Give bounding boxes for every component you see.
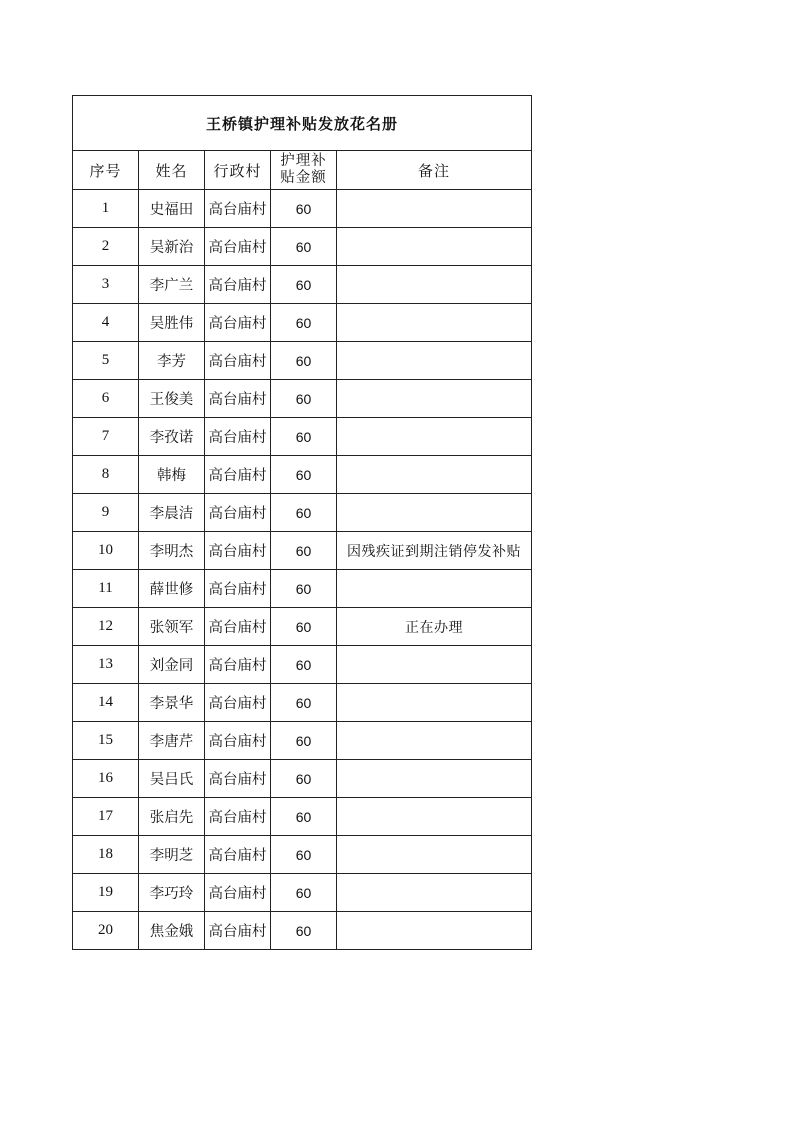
cell-village: 高台庙村 (205, 190, 271, 228)
cell-amount: 60 (271, 912, 337, 950)
cell-name: 刘金同 (139, 646, 205, 684)
cell-index: 20 (73, 912, 139, 950)
table-row (73, 494, 532, 532)
cell-amount: 60 (271, 798, 337, 836)
table-body (73, 190, 532, 950)
cell-index: 18 (73, 836, 139, 874)
cell-village: 高台庙村 (205, 570, 271, 608)
cell-name: 李巧玲 (139, 874, 205, 912)
cell-note (337, 418, 532, 456)
cell-village: 高台庙村 (205, 304, 271, 342)
cell-name: 薛世修 (139, 570, 205, 608)
cell-amount: 60 (271, 608, 337, 646)
cell-village: 高台庙村 (205, 874, 271, 912)
cell-village: 高台庙村 (205, 646, 271, 684)
cell-index: 2 (73, 228, 139, 266)
cell-index: 19 (73, 874, 139, 912)
cell-amount: 60 (271, 570, 337, 608)
cell-index: 9 (73, 494, 139, 532)
cell-name: 李广兰 (139, 266, 205, 304)
table-row (73, 342, 532, 380)
cell-index: 12 (73, 608, 139, 646)
cell-name: 韩梅 (139, 456, 205, 494)
cell-amount: 60 (271, 532, 337, 570)
cell-note (337, 684, 532, 722)
cell-note (337, 798, 532, 836)
header-amount-line1: 护理补 (280, 153, 327, 169)
header-amount-line2: 贴金额 (280, 170, 327, 186)
roster-table (72, 95, 532, 950)
cell-name: 史福田 (139, 190, 205, 228)
cell-note (337, 912, 532, 950)
header-row (73, 151, 532, 190)
cell-amount: 60 (271, 228, 337, 266)
cell-name: 王俊美 (139, 380, 205, 418)
table-row (73, 456, 532, 494)
header-name: 姓名 (139, 151, 205, 190)
cell-name: 李晨洁 (139, 494, 205, 532)
cell-amount: 60 (271, 494, 337, 532)
cell-index: 5 (73, 342, 139, 380)
cell-note (337, 380, 532, 418)
cell-amount: 60 (271, 304, 337, 342)
table-row (73, 912, 532, 950)
cell-village: 高台庙村 (205, 836, 271, 874)
header-index: 序号 (73, 151, 139, 190)
cell-amount: 60 (271, 266, 337, 304)
cell-index: 10 (73, 532, 139, 570)
cell-amount: 60 (271, 684, 337, 722)
cell-index: 15 (73, 722, 139, 760)
header-note: 备注 (337, 151, 532, 190)
cell-index: 11 (73, 570, 139, 608)
cell-index: 7 (73, 418, 139, 456)
cell-index: 3 (73, 266, 139, 304)
cell-amount: 60 (271, 456, 337, 494)
cell-index: 16 (73, 760, 139, 798)
header-amount (271, 151, 337, 190)
cell-village: 高台庙村 (205, 456, 271, 494)
cell-amount: 60 (271, 380, 337, 418)
cell-name: 吴胜伟 (139, 304, 205, 342)
cell-amount: 60 (271, 836, 337, 874)
cell-village: 高台庙村 (205, 494, 271, 532)
table-row (73, 684, 532, 722)
cell-note (337, 646, 532, 684)
cell-name: 李明芝 (139, 836, 205, 874)
cell-index: 14 (73, 684, 139, 722)
cell-village: 高台庙村 (205, 798, 271, 836)
cell-name: 李景华 (139, 684, 205, 722)
cell-village: 高台庙村 (205, 342, 271, 380)
table-row (73, 646, 532, 684)
table-row (73, 228, 532, 266)
cell-amount: 60 (271, 760, 337, 798)
cell-note (337, 874, 532, 912)
table-row (73, 722, 532, 760)
cell-note: 正在办理 (337, 608, 532, 646)
cell-note (337, 570, 532, 608)
cell-village: 高台庙村 (205, 722, 271, 760)
cell-note (337, 266, 532, 304)
table-row (73, 874, 532, 912)
cell-index: 1 (73, 190, 139, 228)
cell-amount: 60 (271, 190, 337, 228)
cell-amount: 60 (271, 646, 337, 684)
header-village: 行政村 (205, 151, 271, 190)
cell-amount: 60 (271, 342, 337, 380)
cell-name: 李明杰 (139, 532, 205, 570)
cell-name: 李孜诺 (139, 418, 205, 456)
table-row (73, 760, 532, 798)
cell-note (337, 456, 532, 494)
cell-name: 李唐芹 (139, 722, 205, 760)
cell-name: 吴新治 (139, 228, 205, 266)
cell-amount: 60 (271, 722, 337, 760)
cell-village: 高台庙村 (205, 760, 271, 798)
table-row (73, 532, 532, 570)
cell-note (337, 760, 532, 798)
cell-note (337, 836, 532, 874)
cell-note: 因残疾证到期注销停发补贴 (337, 532, 532, 570)
cell-note (337, 228, 532, 266)
cell-index: 4 (73, 304, 139, 342)
cell-note (337, 304, 532, 342)
cell-name: 李芳 (139, 342, 205, 380)
table-row (73, 418, 532, 456)
table-row (73, 570, 532, 608)
cell-name: 焦金娥 (139, 912, 205, 950)
table-row (73, 608, 532, 646)
cell-village: 高台庙村 (205, 266, 271, 304)
cell-village: 高台庙村 (205, 418, 271, 456)
cell-name: 吴吕氏 (139, 760, 205, 798)
cell-village: 高台庙村 (205, 532, 271, 570)
cell-index: 13 (73, 646, 139, 684)
cell-note (337, 494, 532, 532)
title-row (73, 96, 532, 151)
cell-name: 张启先 (139, 798, 205, 836)
cell-amount: 60 (271, 874, 337, 912)
cell-index: 8 (73, 456, 139, 494)
cell-index: 6 (73, 380, 139, 418)
table-row (73, 798, 532, 836)
cell-note (337, 190, 532, 228)
table-title: 王桥镇护理补贴发放花名册 (73, 96, 532, 151)
cell-village: 高台庙村 (205, 684, 271, 722)
cell-village: 高台庙村 (205, 912, 271, 950)
cell-amount: 60 (271, 418, 337, 456)
cell-name: 张领军 (139, 608, 205, 646)
cell-note (337, 342, 532, 380)
table-row (73, 266, 532, 304)
table-row (73, 304, 532, 342)
cell-village: 高台庙村 (205, 380, 271, 418)
cell-index: 17 (73, 798, 139, 836)
table-row (73, 190, 532, 228)
cell-village: 高台庙村 (205, 228, 271, 266)
table-row (73, 836, 532, 874)
table-row (73, 380, 532, 418)
cell-note (337, 722, 532, 760)
cell-village: 高台庙村 (205, 608, 271, 646)
